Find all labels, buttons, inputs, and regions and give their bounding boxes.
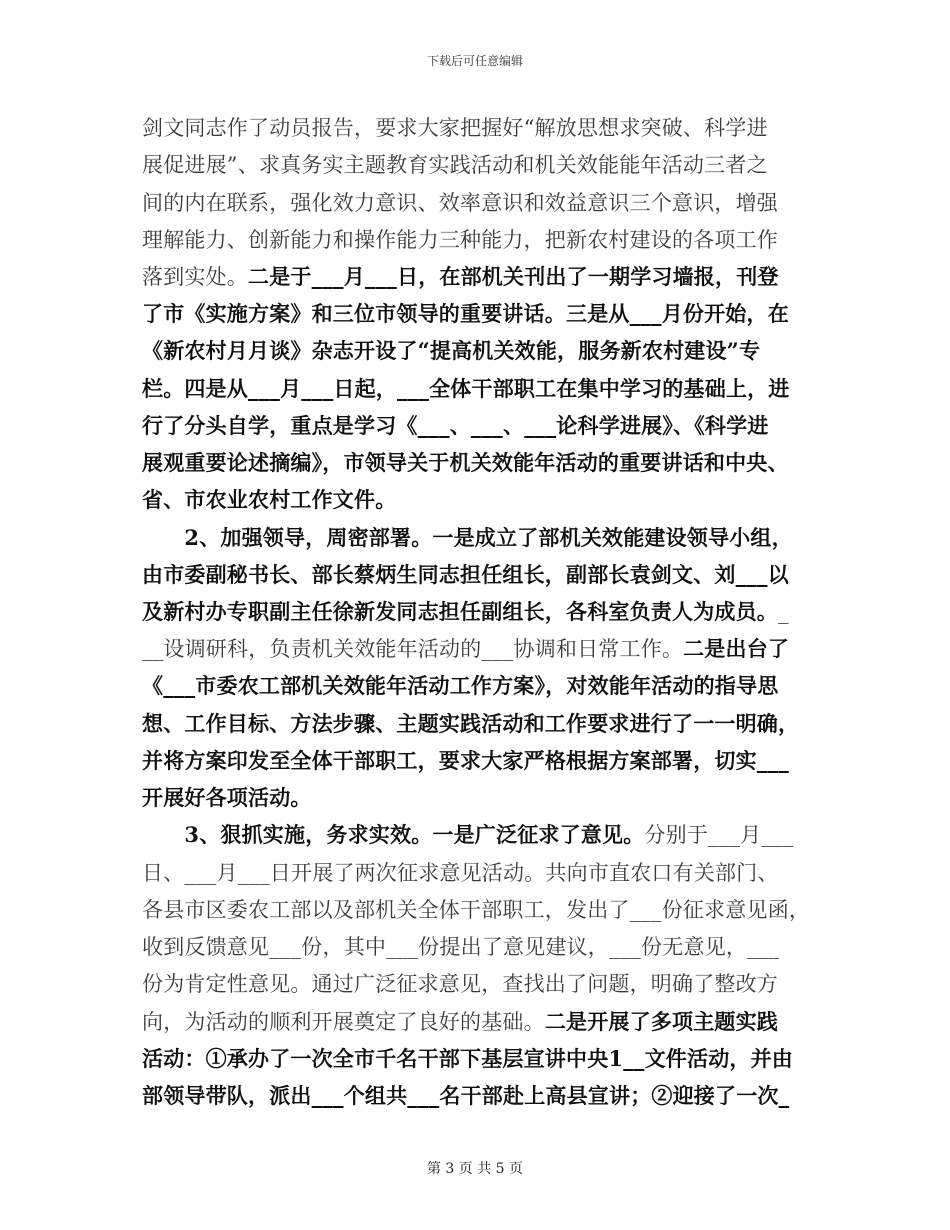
text-segment: 3、狠抓实施，务求实效。一是广泛征求了意见。 [142,822,645,847]
text-segment: 向，为活动的顺利开展奠定了良好的基础。 [142,1010,545,1034]
text-line: 《新农村月月谈》杂志开设了“提高机关效能，服务新农村建设”专 [142,338,761,363]
text-line: 由市委副秘书长、部长蔡炳生同志担任组长，副部长袁剑文、刘___以 [142,562,789,587]
text-segment: __设调研科，负责机关效能年活动的___协调和日常工作。 [142,637,684,661]
text-line: 间的内在联系，强化效力意识、效率意识和效益意识三个意识，增强 [142,191,778,215]
page-number: 第 3 页 共 5 页 [426,1161,524,1177]
text-line: 剑文同志作了动员报告，要求大家把握好“解放思想求突破、科学进 [142,116,768,140]
text-line: 开展好各项活动。 [142,785,312,810]
text-segment: _ [778,600,789,624]
text-line: 部领导带队，派出___个组共___名干部赴上高县宣讲；②迎接了一次_ [142,1083,790,1108]
text-line: 理解能力、创新能力和操作能力三种能力，把新农村建设的各项工作 [142,228,778,252]
text-segment: 落到实处。 [142,265,248,289]
text-line [142,264,779,290]
text-segment: 分别于___月___ [644,823,794,847]
text-line: 《___市委农工部机关效能年活动工作方案》，对效能年活动的指导思 [142,673,779,698]
text-line: 展促进展”、求真务实主题教育实践活动和机关效能能年活动三者之 [142,153,768,177]
text-line [142,636,789,662]
text-line: 活动：①承办了一次全市千名干部下基层宣讲中央1__文件活动，并由 [142,1046,794,1071]
text-line: 行了分头自学，重点是学习《___、___、___论科学进展》、《科学进 [142,413,769,438]
text-line: 想、工作目标、方法步骤、主题实践活动和工作要求进行了一一明确， [142,711,800,736]
text-segment: 二是出台了 [683,636,790,661]
text-line [142,822,793,848]
text-line: 各县市区委农工部以及部机关全体干部职工，发出了___份征求意见函， [142,898,811,922]
text-line [142,1009,778,1035]
text-line [142,599,789,625]
text-line: 省、市农业农村工作文件。 [142,487,397,512]
text-segment: 二是开展了多项主题实践 [544,1009,779,1034]
text-line: 收到反馈意见___份，其中___份提出了意见建议，___份无意见，___ [142,935,780,959]
text-segment: 及新村办专职副主任徐新发同志担任副组长，各科室负责人为成员。 [142,599,778,624]
text-line: 栏。四是从___月___日起，___全体干部职工在集中学习的基础上，进 [142,376,790,401]
text-line: 了市《实施方案》和三位市领导的重要讲话。三是从___月份开始，在 [142,301,789,326]
text-line: 日、___月___日开展了两次征求意见活动。共向市直农口有关部门、 [142,861,779,885]
text-line: 2、加强领导，周密部署。一是成立了部机关效能建设领导小组， [142,525,793,550]
text-line: 份为肯定性意见。通过广泛征求意见，查找出了问题，明确了整改方 [142,972,778,996]
page-header: 下载后可任意编辑 [426,54,523,68]
text-line: 并将方案印发至全体干部职工，要求大家严格根据方案部署，切实___ [142,748,789,773]
text-line: 展观重要论述摘编》，市领导关于机关效能年活动的重要讲话和中央、 [142,450,789,475]
text-segment: 二是于___月___日，在部机关刊出了一期学习墙报，刊登 [248,264,779,289]
